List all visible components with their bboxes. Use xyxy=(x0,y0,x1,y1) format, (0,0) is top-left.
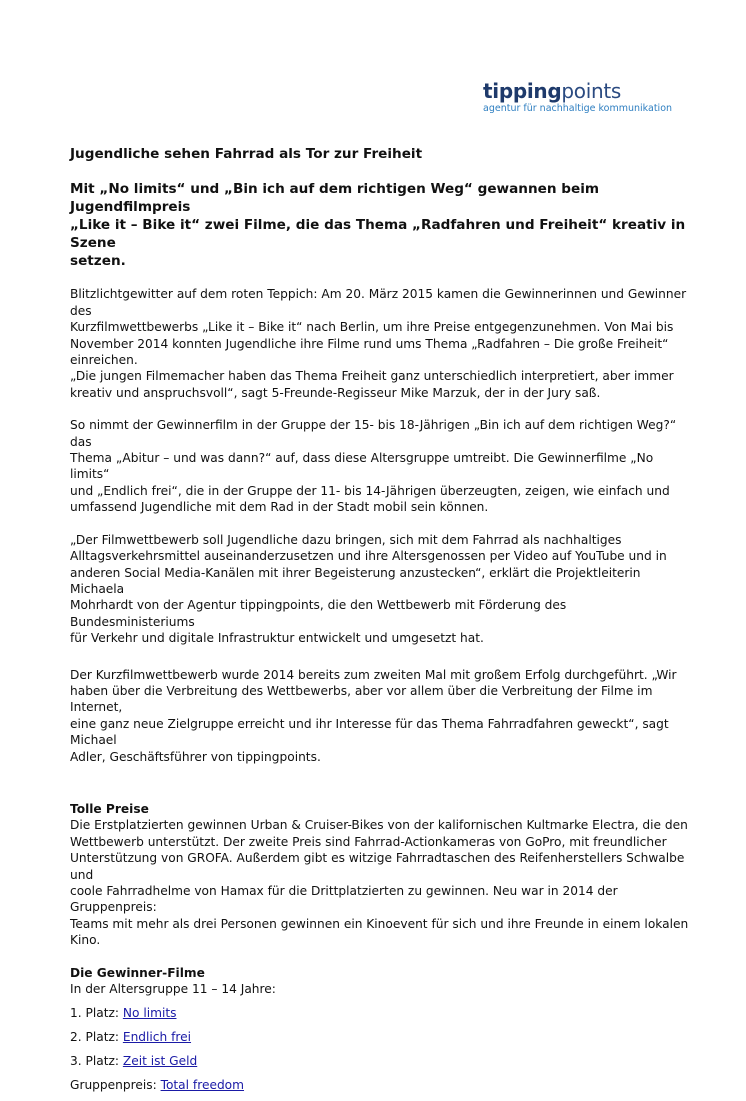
paragraph: „Der Filmwettbewerb soll Jugendliche dazu bringen, sich mit dem Fahrrad als nachhaltiges Alltagsverkehrsmittel auseinanderzusetzen und ihre Altersgenossen per Video auf YouTube und in anderen Social Media-Kanälen mit ihrer Begeisterung anzustecken“, erklärt die Projektleiterin Michaela Mohrhardt von der Agentur tippingpoints, die den Wettbewerb mit Förderung des Bundesministeriums für Verkehr und digitale Infrastruktur entwickelt und umgesetzt hat. xyxy=(70,532,667,646)
paragraph: Blitzlichtgewitter auf dem roten Teppich: Am 20. März 2015 kamen die Gewinnerinnen und Gewinner des Kurzfilmwettbewerbs „Like it – Bike it“ nach Berlin, um ihre Preise entgegenzunehmen. Von Mai bis November 2014 konnten Jugendliche ihre Filme rund ums Thema „Radfahren – Die große Freiheit“ einreichen. „Die jungen Filmemacher haben das Thema Freiheit ganz unterschiedlich interpretiert, aber immer kreativ und anspruchsvoll“, sagt 5-Freunde-Regisseur Mike Marzuk, der in der Jury saß. xyxy=(70,287,687,400)
article xyxy=(70,146,690,1101)
winner-link-total-freedom[interactable]: Total freedom xyxy=(160,1078,245,1093)
winner-label: 3. Platz: xyxy=(70,1054,123,1069)
winner-label: 2. Platz: xyxy=(70,1030,123,1045)
winners-heading: Die Gewinner-Filme xyxy=(70,965,205,980)
winner-label: Gruppenpreis: xyxy=(70,1078,161,1093)
winner-item xyxy=(70,1077,690,1093)
winners-group: In der Altersgruppe 11 – 14 Jahre: xyxy=(70,982,276,997)
article-subtitle: Mit „No limits“ und „Bin ich auf dem richtigen Weg“ gewannen beim Jugendfilmpreis „Like it – Bike it“ zwei Filme, die das Thema „Radfahren und Freiheit“ kreativ in Szene setzen. xyxy=(70,181,686,270)
winners-list xyxy=(70,981,690,1093)
prizes-text: Die Erstplatzierten gewinnen Urban & Cruiser-Bikes von der kalifornischen Kultmarke Electra, die den Wettbewerb unterstützt. Der zweite Preis sind Fahrrad-Actionkameras von GoPro, mit freundlicher Unterstützung von GROFA. Außerdem gibt es witzige Fahrradtaschen des Reifenherstellers Schwalbe und coole Fahrradhelme von Hamax für die Drittplatzierten zu gewinnen. Neu war in 2014 der Gruppenpreis: Teams mit mehr als drei Personen gewinnen ein Kinoevent für sich und ihre Freunde in einem lokalen Kino. xyxy=(70,818,689,948)
tippingpoints-logo xyxy=(483,80,672,114)
winner-link-no-limits[interactable]: No limits xyxy=(122,1006,177,1021)
winner-link-zeit-ist-geld[interactable]: Zeit ist Geld xyxy=(122,1054,198,1069)
paragraph: So nimmt der Gewinnerfilm in der Gruppe der 15- bis 18-Jährigen „Bin ich auf dem richtigen Weg?“ das Thema „Abitur – und was dann?“ auf, dass diese Altersgruppe umtreibt. Die Gewinnerfilme „No limits“ und „Endlich frei“, die in der Gruppe der 11- bis 14-Jährigen überzeugten, zeigen, wie einfach und umfassend Jugendliche mit dem Rad in der Stadt mobil sein können. xyxy=(70,418,677,515)
article-title: Jugendliche sehen Fahrrad als Tor zur Freiheit xyxy=(70,146,423,162)
logo-bold-text: tipping xyxy=(483,79,562,103)
paragraph: Der Kurzfilmwettbewerb wurde 2014 bereits zum zweiten Mal mit großem Erfolg durchgeführt. „Wir haben über die Verbreitung des Wettbewerbs, aber vor allem über die Verbreitung der Filme im Internet, eine ganz neue Zielgruppe erreicht und ihr Interesse für das Thema Fahrradfahren geweckt“, sagt Michael Adler, Geschäftsführer von tippingpoints. xyxy=(70,667,677,764)
winner-item xyxy=(70,1005,690,1021)
logo-tagline: agentur für nachhaltige kommunikation xyxy=(483,103,673,114)
prizes-heading: Tolle Preise xyxy=(70,801,149,816)
winner-label: 1. Platz: xyxy=(70,1006,123,1021)
winner-item xyxy=(70,1029,690,1045)
winner-item xyxy=(70,1053,690,1069)
winner-link-endlich-frei[interactable]: Endlich frei xyxy=(122,1030,192,1045)
logo-light-text: points xyxy=(561,79,621,103)
